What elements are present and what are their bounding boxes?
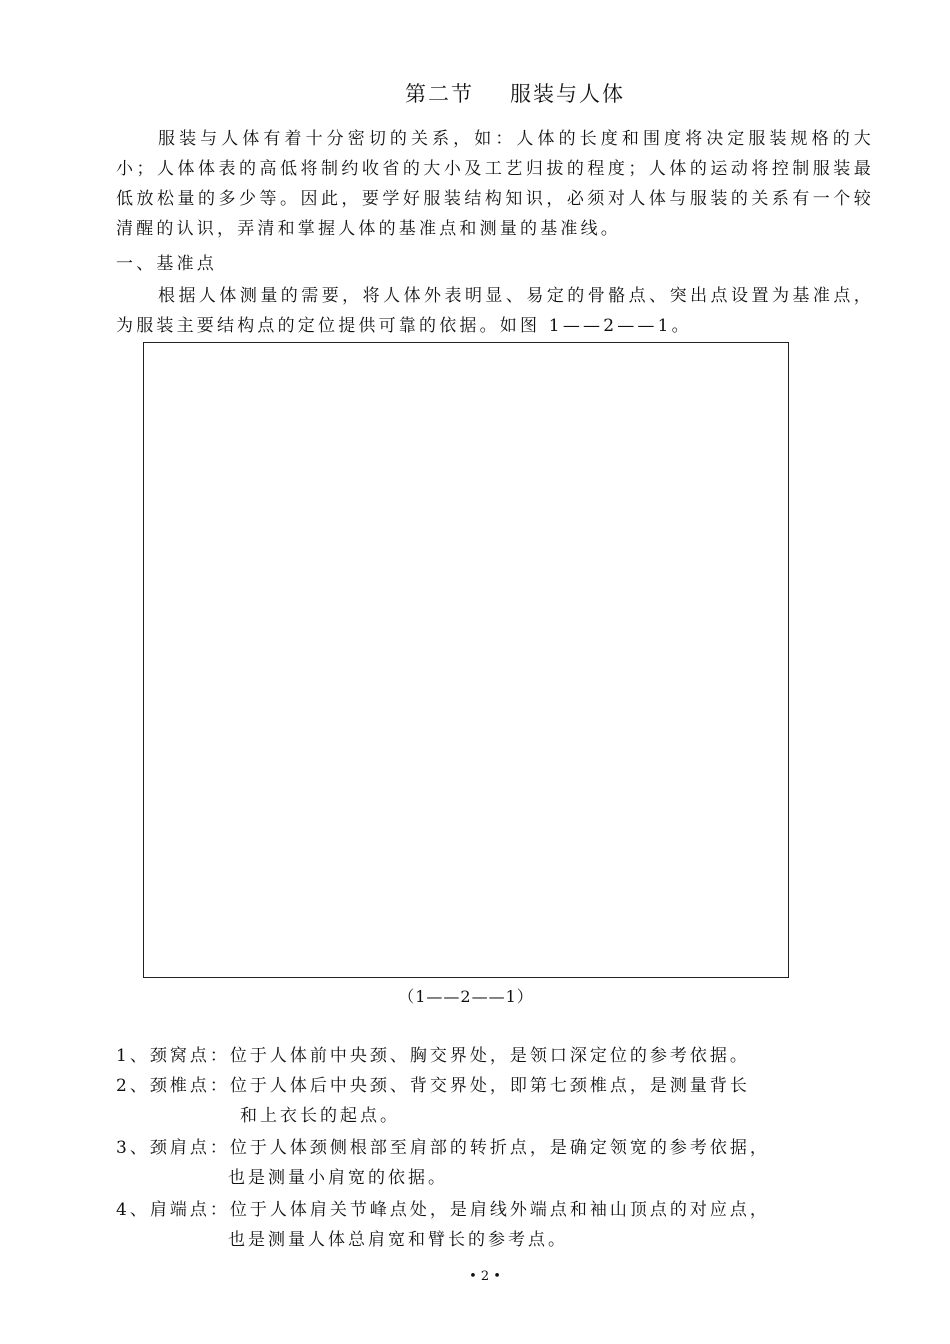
section-title <box>0 78 950 108</box>
list-item-text: 2、颈椎点：位于人体后中央颈、背交界处，即第七颈椎点，是测量背长 <box>116 1076 750 1096</box>
subheading-reference-points: 一、基准点 <box>116 254 217 274</box>
section-number: 第二节 <box>405 82 474 106</box>
list-item-text: 3、颈肩点：位于人体颈侧根部至肩部的转折点，是确定领宽的参考依据， <box>116 1138 770 1158</box>
intro-paragraph: 服装与人体有着十分密切的关系，如：人体的长度和围度将决定服装规格的大小；人体体表的高低将制约收省的大小及工艺归拔的程度；人体的运动将控制服装最低放松量的多少等。因此，要学好服装结构知识，必须对人体与服装的关系有一个较清醒的认识，弄清和掌握人体的基准点和测量的基准线。 <box>116 129 874 239</box>
list-item-text: 4、肩端点：位于人体肩关节峰点处，是肩线外端点和袖山顶点的对应点， <box>116 1200 770 1220</box>
page-number: • 2 • <box>469 1269 501 1284</box>
figure-placeholder <box>143 342 789 978</box>
list-item-continuation: 也是测量小肩宽的依据。 <box>228 1168 448 1188</box>
list-item-neck-hollow-point <box>116 1041 750 1071</box>
list-item-text: 1、颈窝点：位于人体前中央颈、胸交界处，是领口深定位的参考依据。 <box>116 1046 750 1066</box>
section-name: 服装与人体 <box>510 82 625 106</box>
list-item-continuation: 也是测量人体总肩宽和臂长的参考点。 <box>228 1230 568 1250</box>
figure-caption: （1——2——1） <box>398 987 534 1006</box>
list-item-continuation: 和上衣长的起点。 <box>240 1106 400 1126</box>
list-item-neck-shoulder-point <box>116 1133 770 1193</box>
list-item-shoulder-end-point <box>116 1195 770 1255</box>
list-item-cervical-point <box>116 1071 750 1131</box>
reference-points-paragraph: 根据人体测量的需要，将人体外表明显、易定的骨骼点、突出点设置为基准点，为服装主要结构点的定位提供可靠的依据。如图 1——2——1。 <box>116 286 874 336</box>
